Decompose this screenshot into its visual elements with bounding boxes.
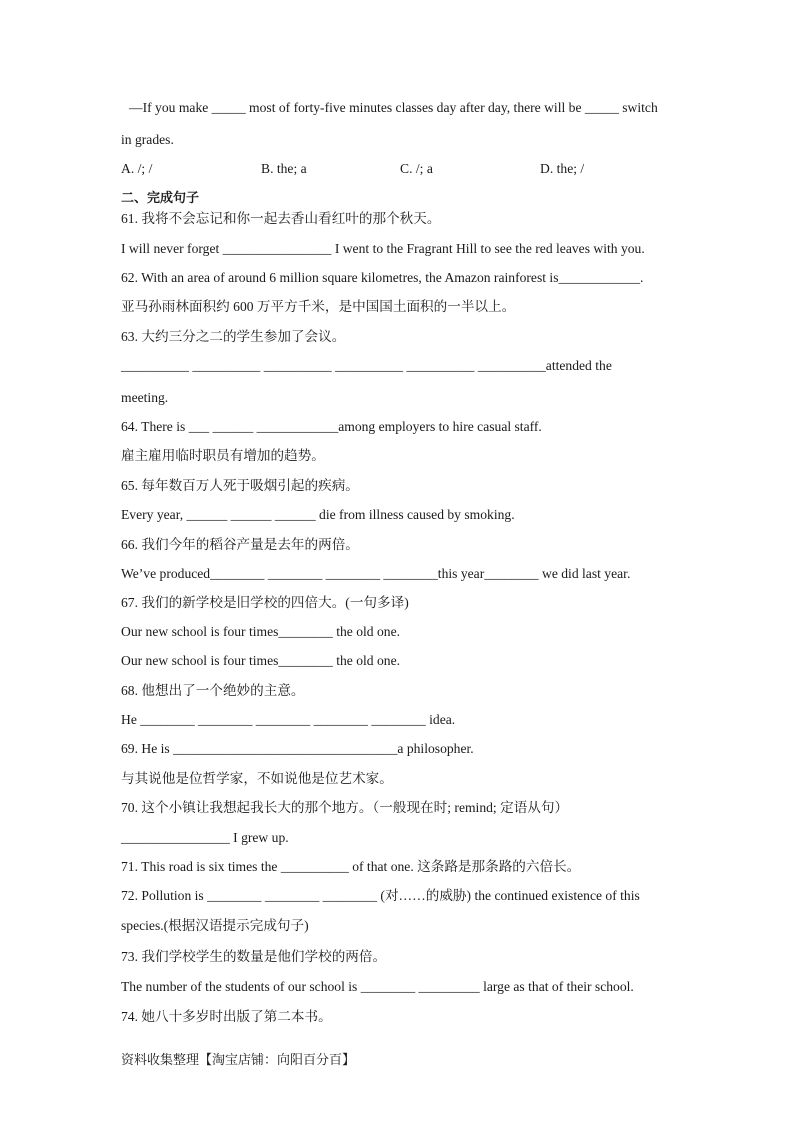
q61-prompt: 61. 我将不会忘记和你一起去香山看红叶的那个秋天。 bbox=[121, 211, 441, 226]
options-row bbox=[121, 160, 681, 178]
q70-sentence: ________________ I grew up. bbox=[121, 830, 289, 845]
q71-sentence: 71. This road is six times the __________ of that one. 这条路是那条路的六倍长。 bbox=[121, 859, 581, 874]
q63-continuation: meeting. bbox=[121, 390, 169, 405]
section-title: 二、完成句子 bbox=[121, 191, 200, 206]
q69-sentence: 69. He is _________________________________a philosopher. bbox=[121, 741, 474, 756]
option-c: C. /; a bbox=[400, 161, 433, 176]
q62-prompt: 亚马孙雨林面积约 600 万平方千米，是中国国土面积的一半以上。 bbox=[121, 299, 516, 314]
q66-prompt: 66. 我们今年的稻谷产量是去年的两倍。 bbox=[121, 537, 359, 552]
q73-sentence: The number of the students of our school is ________ _________ large as that of their school. bbox=[121, 979, 634, 994]
q63-prompt: 63. 大约三分之二的学生参加了会议。 bbox=[121, 329, 346, 344]
q64-prompt: 雇主雇用临时职员有增加的趋势。 bbox=[121, 448, 325, 463]
page-footer: 资料收集整理【淘宝店铺：向阳百分百】 bbox=[121, 1053, 356, 1068]
q72-continuation: species.(根据汉语提示完成句子) bbox=[121, 918, 309, 933]
option-a: A. /; / bbox=[121, 161, 153, 176]
q68-prompt: 68. 他想出了一个绝妙的主意。 bbox=[121, 683, 305, 698]
q66-sentence: We’ve produced________ ________ ________ ________this year________ we did last year. bbox=[121, 566, 631, 581]
q64-sentence: 64. There is ___ ______ ____________among employers to hire casual staff. bbox=[121, 419, 542, 434]
question-60-line-2: in grades. bbox=[121, 132, 174, 147]
q65-prompt: 65. 每年数百万人死于吸烟引起的疾病。 bbox=[121, 478, 359, 493]
q69-prompt: 与其说他是位哲学家，不如说他是位艺术家。 bbox=[121, 771, 393, 786]
q72-sentence: 72. Pollution is ________ ________ ________ (对……的威胁) the continued existence of this bbox=[121, 888, 640, 903]
q74-prompt: 74. 她八十多岁时出版了第二本书。 bbox=[121, 1009, 332, 1024]
q63-blanks: __________ __________ __________ __________ __________ __________attended the bbox=[121, 358, 612, 373]
q62-sentence: 62. With an area of around 6 million square kilometres, the Amazon rainforest is____________. bbox=[121, 270, 644, 285]
q67-prompt: 67. 我们的新学校是旧学校的四倍大。(一句多译) bbox=[121, 595, 409, 610]
q61-sentence: I will never forget ________________ I went to the Fragrant Hill to see the red leaves with you. bbox=[121, 241, 645, 256]
option-d: D. the; / bbox=[540, 161, 585, 176]
q67-sentence-1: Our new school is four times________ the old one. bbox=[121, 624, 401, 639]
q67-sentence-2: Our new school is four times________ the old one. bbox=[121, 653, 401, 668]
q70-prompt: 70. 这个小镇让我想起我长大的那个地方。（一般现在时; remind; 定语从句） bbox=[121, 800, 569, 815]
q68-sentence: He ________ ________ ________ ________ ________ idea. bbox=[121, 712, 456, 727]
question-60-line-1: —If you make _____ most of forty-five minutes classes day after day, there will be _____ switch bbox=[129, 100, 658, 115]
option-b: B. the; a bbox=[261, 161, 307, 176]
q73-prompt: 73. 我们学校学生的数量是他们学校的两倍。 bbox=[121, 949, 387, 964]
q65-sentence: Every year, ______ ______ ______ die from illness caused by smoking. bbox=[121, 507, 515, 522]
